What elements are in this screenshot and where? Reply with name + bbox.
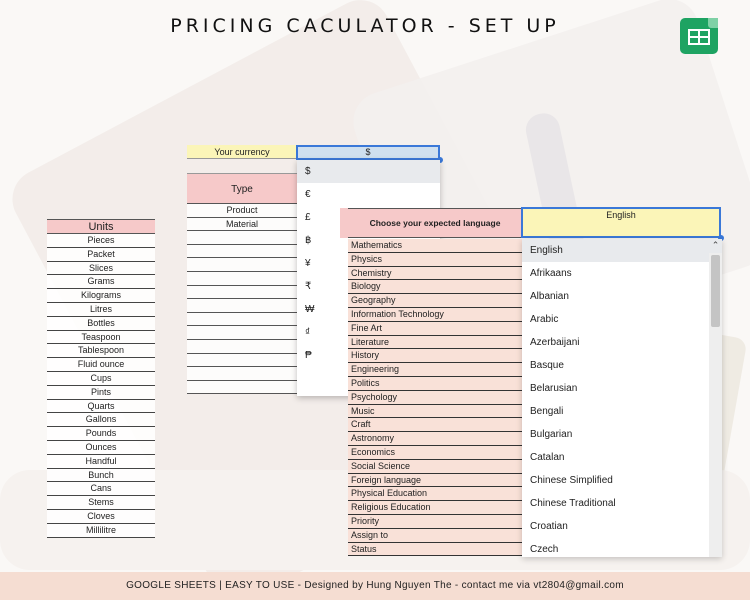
- language-header-edge: [340, 208, 348, 238]
- type-empty-row[interactable]: [187, 245, 297, 259]
- units-list-item: Cloves: [47, 510, 155, 524]
- subjects-list: [348, 239, 522, 556]
- units-list-item: Slices: [47, 262, 155, 276]
- type-empty-row[interactable]: [187, 340, 297, 354]
- currency-option[interactable]: ¥: [305, 258, 311, 269]
- units-list-item: Quarts: [47, 400, 155, 414]
- language-option[interactable]: Afrikaans: [530, 268, 572, 279]
- subject-list-item: Religious Education: [348, 501, 522, 515]
- scrollbar-thumb[interactable]: [711, 255, 720, 327]
- language-option[interactable]: Albanian: [530, 291, 569, 302]
- units-list-item: Packet: [47, 248, 155, 262]
- language-option[interactable]: Bulgarian: [530, 429, 573, 440]
- subject-list-item: Information Technology: [348, 308, 522, 322]
- subject-list-item: Psychology: [348, 391, 522, 405]
- subject-list-item: Literature: [348, 336, 522, 350]
- currency-option[interactable]: ₫: [305, 327, 311, 338]
- units-table: [47, 219, 155, 538]
- type-empty-row[interactable]: [187, 272, 297, 286]
- subject-list-item: Fine Art: [348, 322, 522, 336]
- subject-list-item: Physics: [348, 253, 522, 267]
- language-label: Choose your expected language: [348, 208, 522, 238]
- subject-list-item: Chemistry: [348, 267, 522, 281]
- units-list-item: Handful: [47, 455, 155, 469]
- language-option[interactable]: Croatian: [530, 521, 568, 532]
- subject-list-item: Assign to: [348, 529, 522, 543]
- units-header: Units: [47, 219, 155, 234]
- type-list-item: Material: [187, 218, 297, 232]
- subject-list-item: Geography: [348, 294, 522, 308]
- subject-list-item: Foreign language: [348, 474, 522, 488]
- subject-list-item: Social Science: [348, 460, 522, 474]
- currency-option[interactable]: £: [305, 212, 311, 223]
- type-empty-row[interactable]: [187, 367, 297, 381]
- subject-list-item: Astronomy: [348, 432, 522, 446]
- subject-list-item: Engineering: [348, 363, 522, 377]
- type-header: Type: [187, 173, 297, 204]
- type-empty-row[interactable]: [187, 299, 297, 313]
- subject-list-item: Economics: [348, 446, 522, 460]
- currency-select-cell[interactable]: $: [296, 145, 440, 160]
- units-list-item: Tablespoon: [47, 344, 155, 358]
- chevron-up-icon[interactable]: ⌃: [711, 240, 720, 250]
- google-sheets-icon: [680, 18, 718, 54]
- language-option[interactable]: Basque: [530, 360, 564, 371]
- units-list-item: Stems: [47, 496, 155, 510]
- units-list-item: Bottles: [47, 317, 155, 331]
- type-empty-row[interactable]: [187, 286, 297, 300]
- subject-list-item: History: [348, 349, 522, 363]
- language-select-cell[interactable]: English: [521, 207, 721, 238]
- units-list-item: Litres: [47, 303, 155, 317]
- units-list-item: Cans: [47, 482, 155, 496]
- currency-type-table: [187, 145, 297, 394]
- language-option[interactable]: Czech: [530, 544, 559, 555]
- units-list-item: Fluid ounce: [47, 358, 155, 372]
- currency-option[interactable]: ₩: [305, 304, 315, 315]
- units-list-item: Ounces: [47, 441, 155, 455]
- type-list-item: Product: [187, 204, 297, 218]
- currency-option[interactable]: $: [297, 160, 440, 183]
- type-empty-row[interactable]: [187, 326, 297, 340]
- language-option[interactable]: English: [522, 239, 722, 262]
- currency-option[interactable]: ₱: [305, 350, 312, 361]
- language-option[interactable]: Catalan: [530, 452, 565, 463]
- subject-list-item: Biology: [348, 280, 522, 294]
- footer-credits: GOOGLE SHEETS | EASY TO USE - Designed by Hung Nguyen The - contact me via vt2804@gmail.com: [0, 572, 750, 600]
- language-option[interactable]: Arabic: [530, 314, 559, 325]
- language-option[interactable]: Chinese Traditional: [530, 498, 616, 509]
- type-empty-row[interactable]: [187, 381, 297, 395]
- language-dropdown-scrollbar[interactable]: [709, 253, 722, 557]
- type-empty-row[interactable]: [187, 258, 297, 272]
- language-dropdown: [522, 239, 722, 557]
- type-empty-row[interactable]: [187, 354, 297, 368]
- subject-list-item: Mathematics: [348, 239, 522, 253]
- units-list-item: Gallons: [47, 413, 155, 427]
- language-option[interactable]: Bengali: [530, 406, 564, 417]
- language-option[interactable]: Chinese Simplified: [530, 475, 613, 486]
- language-option[interactable]: Azerbaijani: [530, 337, 580, 348]
- language-option[interactable]: Belarusian: [530, 383, 578, 394]
- currency-option[interactable]: €: [305, 189, 311, 200]
- units-list-item: Teaspoon: [47, 331, 155, 345]
- subject-list-item: Physical Education: [348, 487, 522, 501]
- units-list-item: Cups: [47, 372, 155, 386]
- units-list-item: Pieces: [47, 234, 155, 248]
- units-list-item: Kilograms: [47, 289, 155, 303]
- subject-list-item: Priority: [348, 515, 522, 529]
- page-title: PRICING CACULATOR - SET UP: [170, 15, 560, 37]
- units-list-item: Bunch: [47, 469, 155, 483]
- subject-list-item: Politics: [348, 377, 522, 391]
- type-empty-row[interactable]: [187, 231, 297, 245]
- units-list-item: Pints: [47, 386, 155, 400]
- currency-label: Your currency: [187, 145, 297, 159]
- type-empty-row[interactable]: [187, 313, 297, 327]
- subject-list-item: Status: [348, 543, 522, 557]
- currency-option[interactable]: ฿: [305, 235, 312, 246]
- units-list-item: Pounds: [47, 427, 155, 441]
- currency-option[interactable]: ₹: [305, 281, 312, 292]
- units-list-item: Millilitre: [47, 524, 155, 538]
- units-list-item: Grams: [47, 275, 155, 289]
- subject-list-item: Music: [348, 405, 522, 419]
- subject-list-item: Craft: [348, 418, 522, 432]
